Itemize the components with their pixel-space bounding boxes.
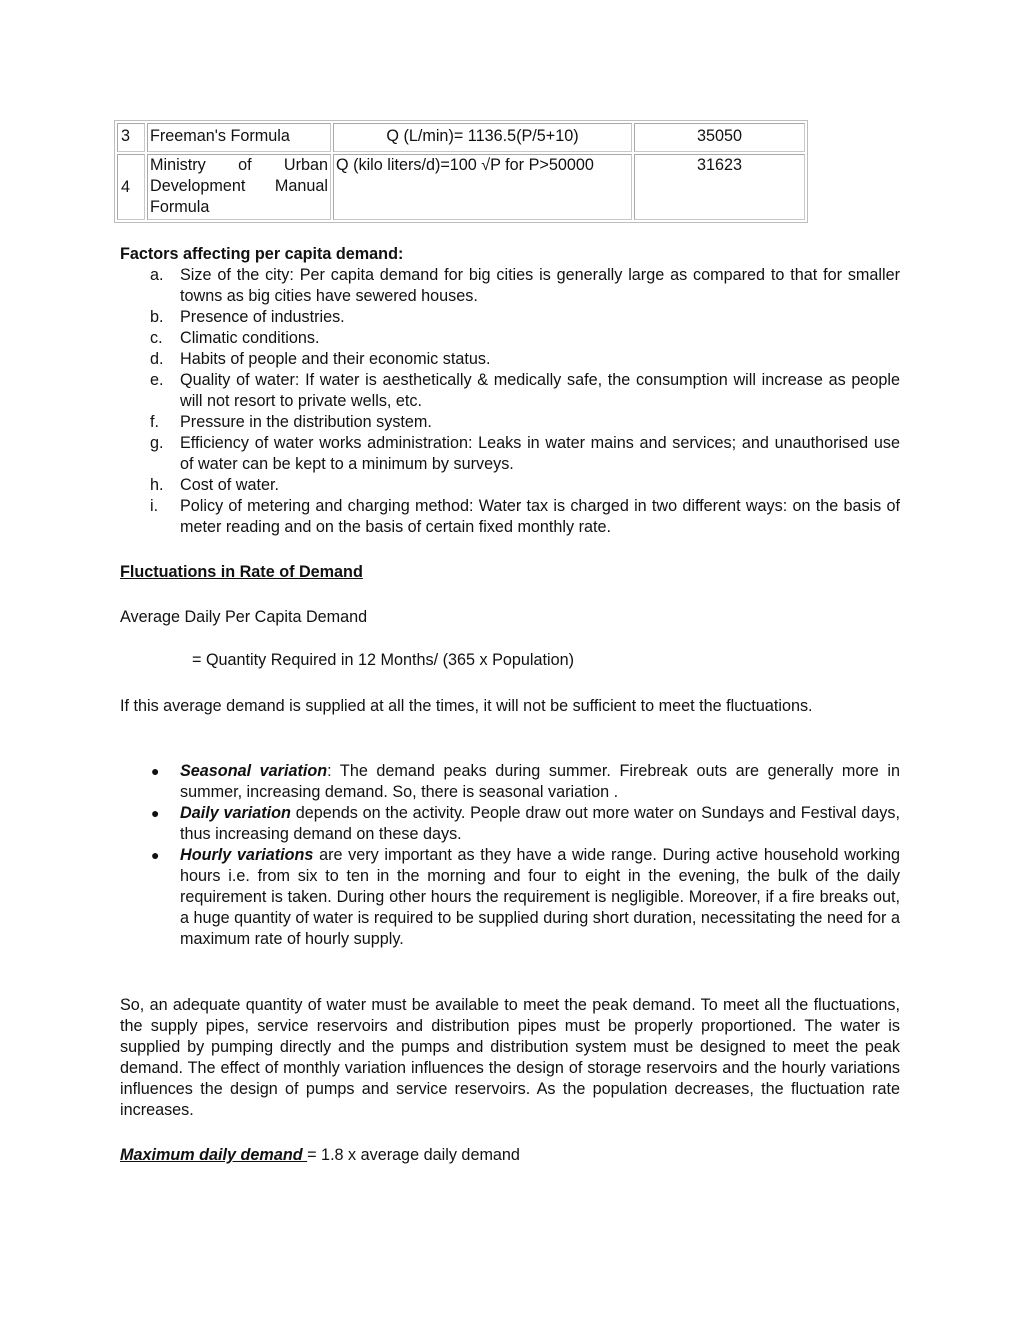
summary-paragraph: So, an adequate quantity of water must be available to meet the peak demand. To meet all the fluctuations, the supply pipes, service reservoirs and distribution pipes must be properly proportioned. The water is supplied by pumping directly and the pumps and distribution system must be designed to meet the peak demand. The effect of monthly variation influences the design of storage reservoirs and the hourly variations influences the design of pumps and service reservoirs. As the population decreases, the fluctuation rate increases. [120,996,900,1119]
table-cell-population: 35050 [634,123,805,152]
table-cell-population: 31623 [634,154,805,220]
bullet-icon: ● [151,847,160,863]
variation-list [150,761,900,950]
list-item: g. Efficiency of water works administration: Leaks in water mains and services; and unauthorised use of water can be kept to a minimum by surveys. [150,434,900,473]
max-daily-formula: = 1.8 x average daily demand [307,1146,520,1164]
fluctuations-heading: Fluctuations in Rate of Demand [120,563,363,581]
formula-table [114,120,808,223]
max-daily-term: Maximum daily demand [120,1146,308,1164]
intro-paragraph: If this average demand is supplied at all the times, it will not be sufficient to meet the fluctuations. [120,697,813,715]
table-cell-num: 4 [117,154,145,220]
list-item: ● Seasonal variation: The demand peaks during summer. Firebreak outs are generally more in summer, increasing demand. So, there is seasonal variation . [151,762,900,801]
table-cell-name: Freeman's Formula [147,123,331,152]
table-cell-formula: Q (kilo liters/d)=100 √P for P>50000 [333,154,632,220]
bullet-icon: ● [151,805,160,821]
list-item: i. Policy of metering and charging method: Water tax is charged in two different ways: on the basis of meter reading and on the basis of certain fixed monthly rate. [150,497,900,536]
list-item: ● Daily variation depends on the activity. People draw out more water on Sundays and Festival days, thus increasing demand on these days. [151,804,900,843]
list-item: ● Hourly variations are very important as they have a wide range. During active household working hours i.e. from six to ten in the morning and four to eight in the evening, the bulk of the daily requirement is taken. During other hours the requirement is negligible. Moreover, if a fire breaks out, a huge quantity of water is required to be supplied during short duration, necessitating the need for a maximum rate of hourly supply. [151,846,900,948]
list-item: c. Climatic conditions. [150,329,320,347]
avg-demand-label: Average Daily Per Capita Demand [120,608,368,626]
table-cell-name: Ministry of Urban Development Manual Formula [147,154,331,220]
max-daily-demand [120,1146,520,1165]
list-item: f. Pressure in the distribution system. [150,413,432,431]
bullet-icon: ● [151,763,160,779]
list-item: e. Quality of water: If water is aesthetically & medically safe, the consumption will increase as people will not resort to private wells, etc. [150,371,900,410]
factors-list [150,265,900,538]
list-item: a. Size of the city: Per capita demand for big cities is generally large as compared to that for smaller towns as big cities have sewered houses. [150,266,900,305]
list-item: h. Cost of water. [150,476,279,494]
table-cell-num: 3 [117,123,145,152]
avg-demand-formula: = Quantity Required in 12 Months/ (365 x Population) [192,651,574,669]
factors-heading: Factors affecting per capita demand: [120,245,404,263]
list-item: d. Habits of people and their economic status. [150,350,491,368]
table-cell-formula: Q (L/min)= 1136.5(P/5+10) [333,123,632,152]
list-item: b. Presence of industries. [150,308,345,326]
